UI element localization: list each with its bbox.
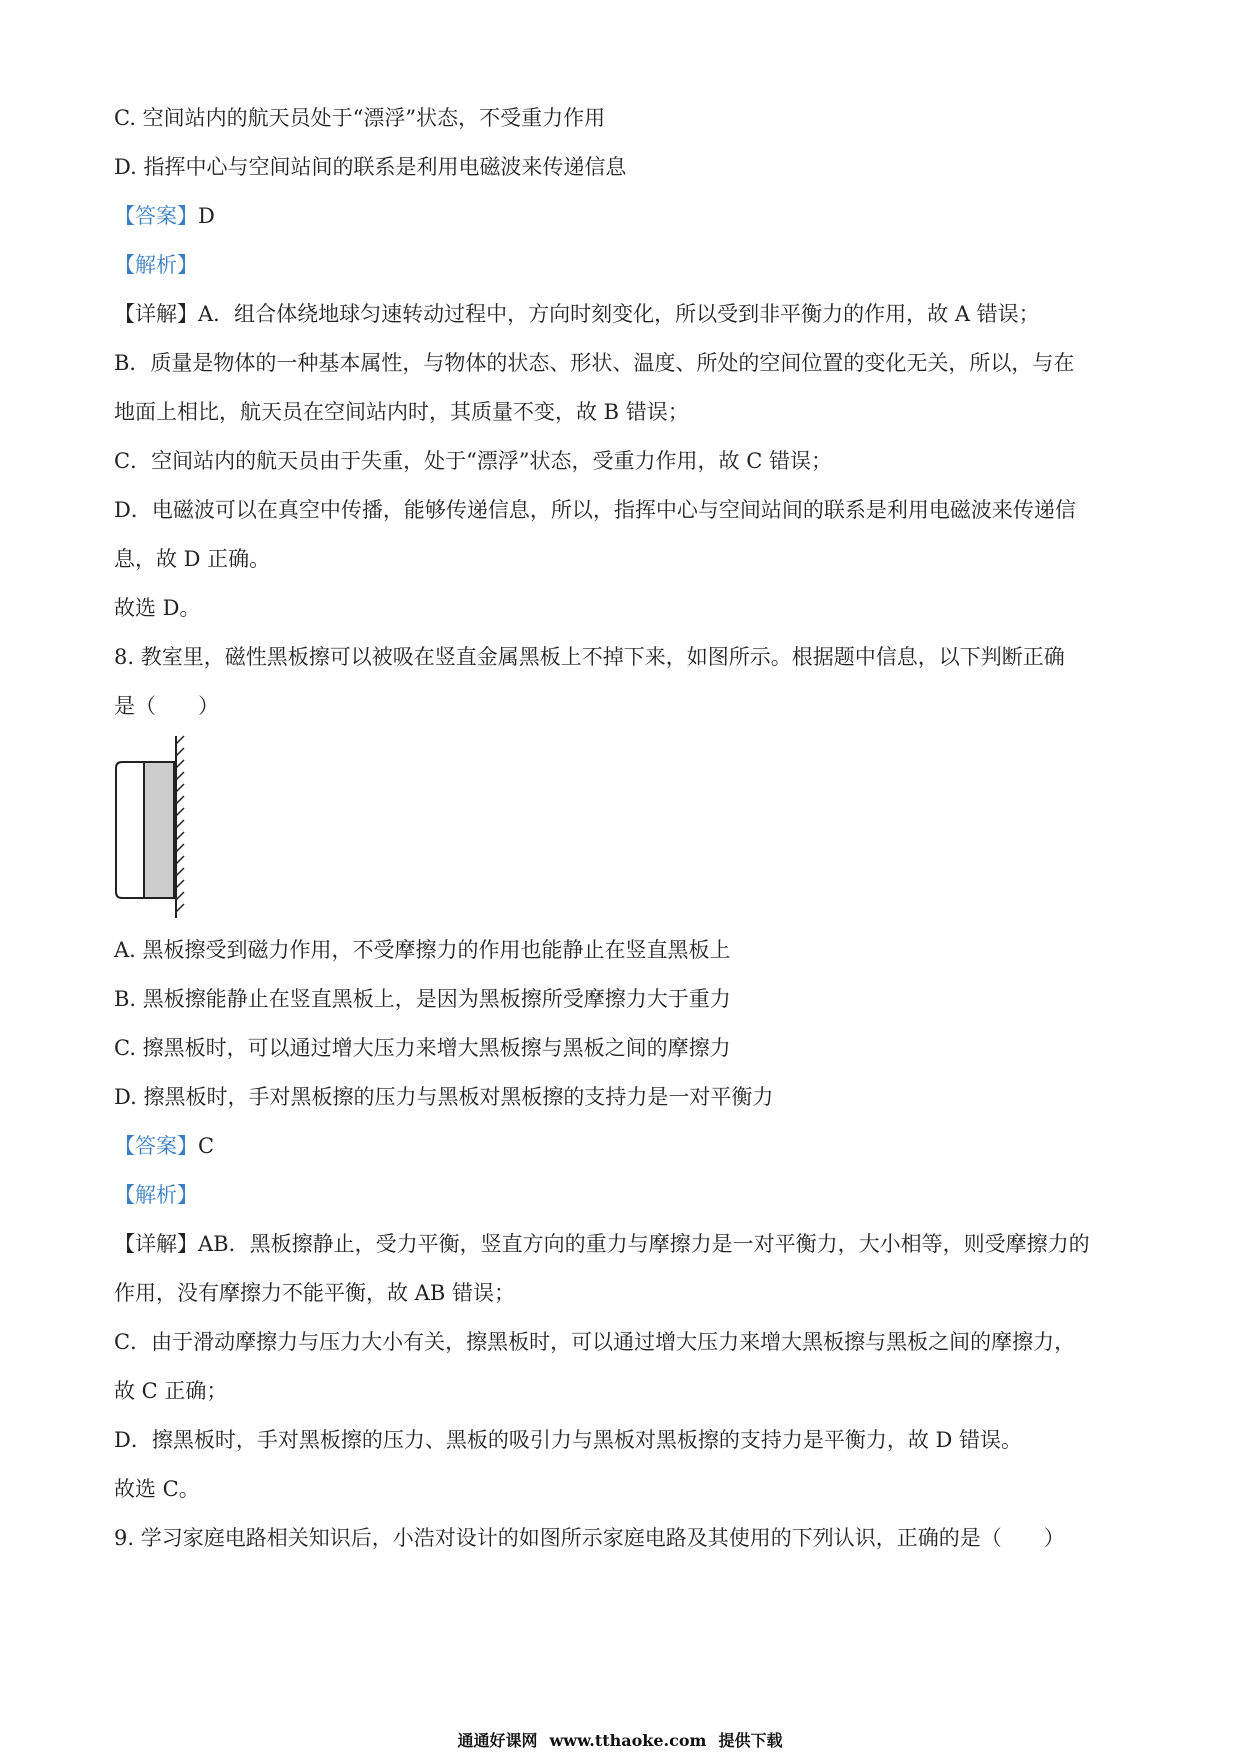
q8-option-d: D. 擦黑板时，手对黑板擦的压力与黑板对黑板擦的支持力是一对平衡力	[114, 1085, 774, 1109]
q7-detail-b1: B．质量是物体的一种基本属性，与物体的状态、形状、温度、所处的空间位置的变化无关，所以，与在	[114, 351, 1075, 375]
q7-choose: 故选 D。	[114, 596, 201, 620]
q9-stem: 9. 学习家庭电路相关知识后，小浩对设计的如图所示家庭电路及其使用的下列认识，正确的是（ ）	[114, 1526, 1065, 1550]
answer-value: D	[198, 204, 215, 228]
answer-label: 【答案】	[114, 1134, 198, 1158]
footer-url[interactable]: www.tthaoke.com	[549, 1731, 707, 1750]
q7-detail-c: C．空间站内的航天员由于失重，处于“漂浮”状态，受重力作用，故 C 错误；	[114, 449, 832, 473]
q8-detail-c1: C．由于滑动摩擦力与压力大小有关，擦黑板时，可以通过增大压力来增大黑板擦与黑板之间的摩擦力，	[114, 1330, 1076, 1354]
q8-detail-ab1	[114, 1229, 1090, 1259]
q8-detail-c2: 故 C 正确；	[114, 1379, 228, 1403]
answer-label: 【答案】	[114, 204, 198, 228]
eraser-body	[144, 762, 174, 898]
answer-value: C	[198, 1134, 215, 1158]
q8-option-c: C. 擦黑板时，可以通过增大压力来增大黑板擦与黑板之间的摩擦力	[114, 1036, 731, 1060]
q8-analysis-label: 【解析】	[114, 1183, 198, 1207]
q7-detail-a	[114, 299, 1040, 329]
page-footer	[0, 1728, 1240, 1751]
q7-option-c: C. 空间站内的航天员处于“漂浮”状态，不受重力作用	[114, 106, 606, 130]
detail-label: 【详解】	[114, 302, 198, 326]
q7-detail-b2: 地面上相比，航天员在空间站内时，其质量不变，故 B 错误；	[114, 400, 689, 424]
q8-option-b: B. 黑板擦能静止在竖直黑板上，是因为黑板擦所受摩擦力大于重力	[114, 987, 731, 1011]
q7-analysis-label: 【解析】	[114, 253, 198, 277]
footer-tail: 提供下载	[718, 1731, 783, 1750]
footer-site-name: 通通好课网	[457, 1731, 538, 1750]
detail-text: A．组合体绕地球匀速转动过程中，方向时刻变化，所以受到非平衡力的作用，故 A 错误；	[198, 302, 1040, 326]
detail-text: AB．黑板擦静止，受力平衡，竖直方向的重力与摩擦力是一对平衡力，大小相等，则受摩擦力的	[198, 1232, 1090, 1256]
q7-detail-d1: D．电磁波可以在真空中传播，能够传递信息，所以，指挥中心与空间站间的联系是利用电磁波来传递信	[114, 498, 1076, 522]
q8-detail-ab2: 作用，没有摩擦力不能平衡，故 AB 错误；	[114, 1281, 515, 1305]
eraser-diagram	[112, 732, 192, 922]
q8-choose: 故选 C。	[114, 1477, 200, 1501]
q8-stem-2: 是（ ）	[114, 694, 219, 718]
q8-option-a: A. 黑板擦受到磁力作用，不受摩擦力的作用也能静止在竖直黑板上	[114, 938, 731, 962]
q8-answer	[114, 1131, 214, 1161]
q8-stem-1: 8. 教室里，磁性黑板擦可以被吸在竖直金属黑板上不掉下来，如图所示。根据题中信息，以下判断正确	[114, 645, 1065, 669]
q7-option-d: D. 指挥中心与空间站间的联系是利用电磁波来传递信息	[114, 155, 627, 179]
q7-detail-d2: 息，故 D 正确。	[114, 547, 271, 571]
detail-label: 【详解】	[114, 1232, 198, 1256]
eraser-handle	[116, 762, 144, 898]
wall-hatching	[176, 736, 184, 912]
q8-detail-d: D．擦黑板时，手对黑板擦的压力、黑板的吸引力与黑板对黑板擦的支持力是平衡力，故 D 错误。	[114, 1428, 1023, 1452]
q7-answer	[114, 201, 215, 231]
